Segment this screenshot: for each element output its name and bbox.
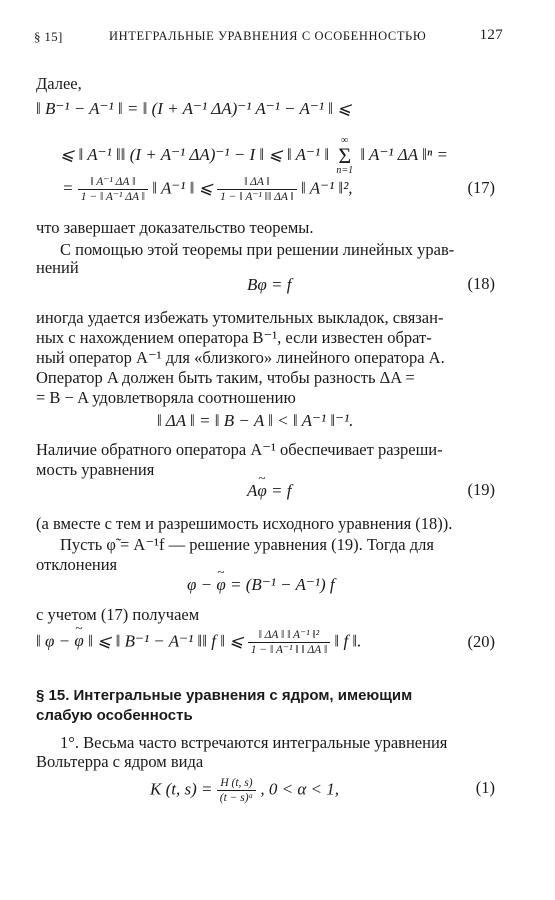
eq20-phi-tilde: ~ φ: [74, 630, 83, 652]
deviation-equation: [187, 574, 335, 596]
equation-line-2b: ‖ A⁻¹ ΔA ‖ⁿ =: [360, 144, 448, 164]
equation-number-1: (1): [475, 778, 495, 797]
sum-sign: Σ: [338, 143, 352, 168]
fraction-2-num: ‖ ΔA ‖: [217, 175, 297, 190]
eq19-a: A: [247, 481, 258, 500]
fraction-1: [78, 175, 148, 204]
text-p3a: Наличие обратного оператора A⁻¹ обеспечивает разреши-: [36, 440, 443, 459]
text-p2e: = B − A удовлетворяла соотношению: [36, 388, 296, 407]
dev-phi-tilde: ~ φ: [216, 574, 225, 596]
fraction-2-den: 1 − ‖ A⁻¹ ‖‖ ΔA ‖: [220, 191, 294, 203]
text-p2b: ных с нахождением оператора B⁻¹, если известен обрат-: [36, 328, 432, 347]
text-p1b: нений: [36, 258, 79, 277]
text-p1a: С помощью этой теоремы при решении линейных урав-: [60, 240, 455, 259]
fraction-4-den: (t − s)ᵅ: [219, 792, 254, 804]
dev-c: = (B⁻¹ − A⁻¹) f: [230, 575, 335, 594]
eq19-c: = f: [271, 481, 292, 500]
eq19-phi-tilde: ~ φ: [257, 480, 266, 502]
text-p4: (а вместе с тем и разрешимость исходного уравнения (18)).: [36, 514, 453, 533]
fraction-3-num: ‖ ΔA ‖ ‖ A⁻¹ ‖²: [248, 628, 330, 643]
equation-18: Bφ = f: [247, 275, 292, 294]
fraction-3: [248, 628, 330, 657]
fraction-1-num: ‖ A⁻¹ ΔA ‖: [78, 175, 148, 190]
equation-number-19: (19): [467, 480, 495, 499]
kernel-lhs: K (t, s) =: [150, 779, 213, 799]
running-header: [34, 27, 503, 49]
summation: [336, 136, 353, 176]
fraction-1-den: 1 − ‖ A⁻¹ ΔA ‖: [80, 191, 145, 203]
text-p7b: Вольтерра с ядром вида: [36, 752, 204, 771]
fraction-4: [217, 776, 256, 805]
kernel-equation: [150, 776, 339, 805]
sum-upper: ∞: [341, 135, 349, 146]
text-p2c: ный оператор A⁻¹ для «близкого» линейного оператора A.: [36, 348, 445, 367]
eq3-mid: ‖ A⁻¹ ‖ ⩽: [152, 178, 213, 198]
text-p3b: мость уравнения: [36, 460, 155, 479]
equation-20: [36, 628, 361, 657]
fraction-4-num: H (t, s): [217, 776, 256, 791]
equation-number-20: (20): [467, 632, 495, 651]
text-dalee: Далее,: [36, 74, 82, 93]
eq20-d: ‖ f ‖.: [334, 631, 362, 651]
equation-line-2a: ⩽ ‖ A⁻¹ ‖‖ (I + A⁻¹ ΔA)⁻¹ − I ‖ ⩽ ‖ A⁻¹ ‖: [60, 144, 330, 164]
kernel-rhs: , 0 < α < 1,: [260, 779, 340, 799]
equation-number-17: (17): [467, 178, 495, 197]
section-heading-line-2: слабую особенность: [36, 707, 193, 724]
text-end-proof: что завершает доказательство теоремы.: [36, 218, 314, 237]
text-p2d: Оператор A должен быть таким, чтобы разность ΔA =: [36, 368, 415, 387]
equation-line-2: [60, 136, 448, 176]
header-title: ИНТЕГРАЛЬНЫЕ УРАВНЕНИЯ С ОСОБЕННОСТЬЮ: [109, 29, 427, 43]
eq3-end: ‖ A⁻¹ ‖²,: [301, 178, 353, 198]
equation-line-1: ‖ B⁻¹ − A⁻¹ ‖ = ‖ (I + A⁻¹ ΔA)⁻¹ A⁻¹ − A⁻¹ ‖ ⩽: [36, 99, 352, 118]
section-heading: [36, 686, 496, 726]
equation-19: [247, 480, 292, 502]
equation-number-18: (18): [467, 274, 495, 293]
eq3-equals: =: [62, 178, 74, 198]
fraction-2: [217, 175, 297, 204]
section-heading-line-1: § 15. Интегральные уравнения с ядром, имеющим: [36, 687, 413, 704]
header-section: § 15]: [34, 29, 63, 44]
text-p2a: иногда удается избежать утомительных выкладок, связан-: [36, 308, 444, 327]
condition-equation: ‖ ΔA ‖ = ‖ B − A ‖ < ‖ A⁻¹ ‖⁻¹.: [157, 411, 354, 430]
equation-line-3: [62, 175, 353, 204]
text-p7a: 1°. Весьма часто встречаются интегральные уравнения: [60, 733, 448, 752]
eq20-c: ‖ ⩽ ‖ B⁻¹ − A⁻¹ ‖‖ f ‖ ⩽: [88, 631, 244, 651]
fraction-3-den: 1 − ‖ A⁻¹ ‖ ‖ ΔA ‖: [250, 644, 328, 656]
dev-a: φ −: [187, 575, 213, 594]
text-p5b: отклонения: [36, 555, 118, 574]
eq20-a: ‖ φ −: [36, 631, 71, 651]
text-p6: с учетом (17) получаем: [36, 605, 200, 624]
sum-lower: n=1: [336, 165, 354, 176]
page-number: 127: [479, 27, 503, 43]
text-p5a: Пусть φ̃ = A⁻¹f — решение уравнения (19). Тогда для: [60, 535, 434, 554]
